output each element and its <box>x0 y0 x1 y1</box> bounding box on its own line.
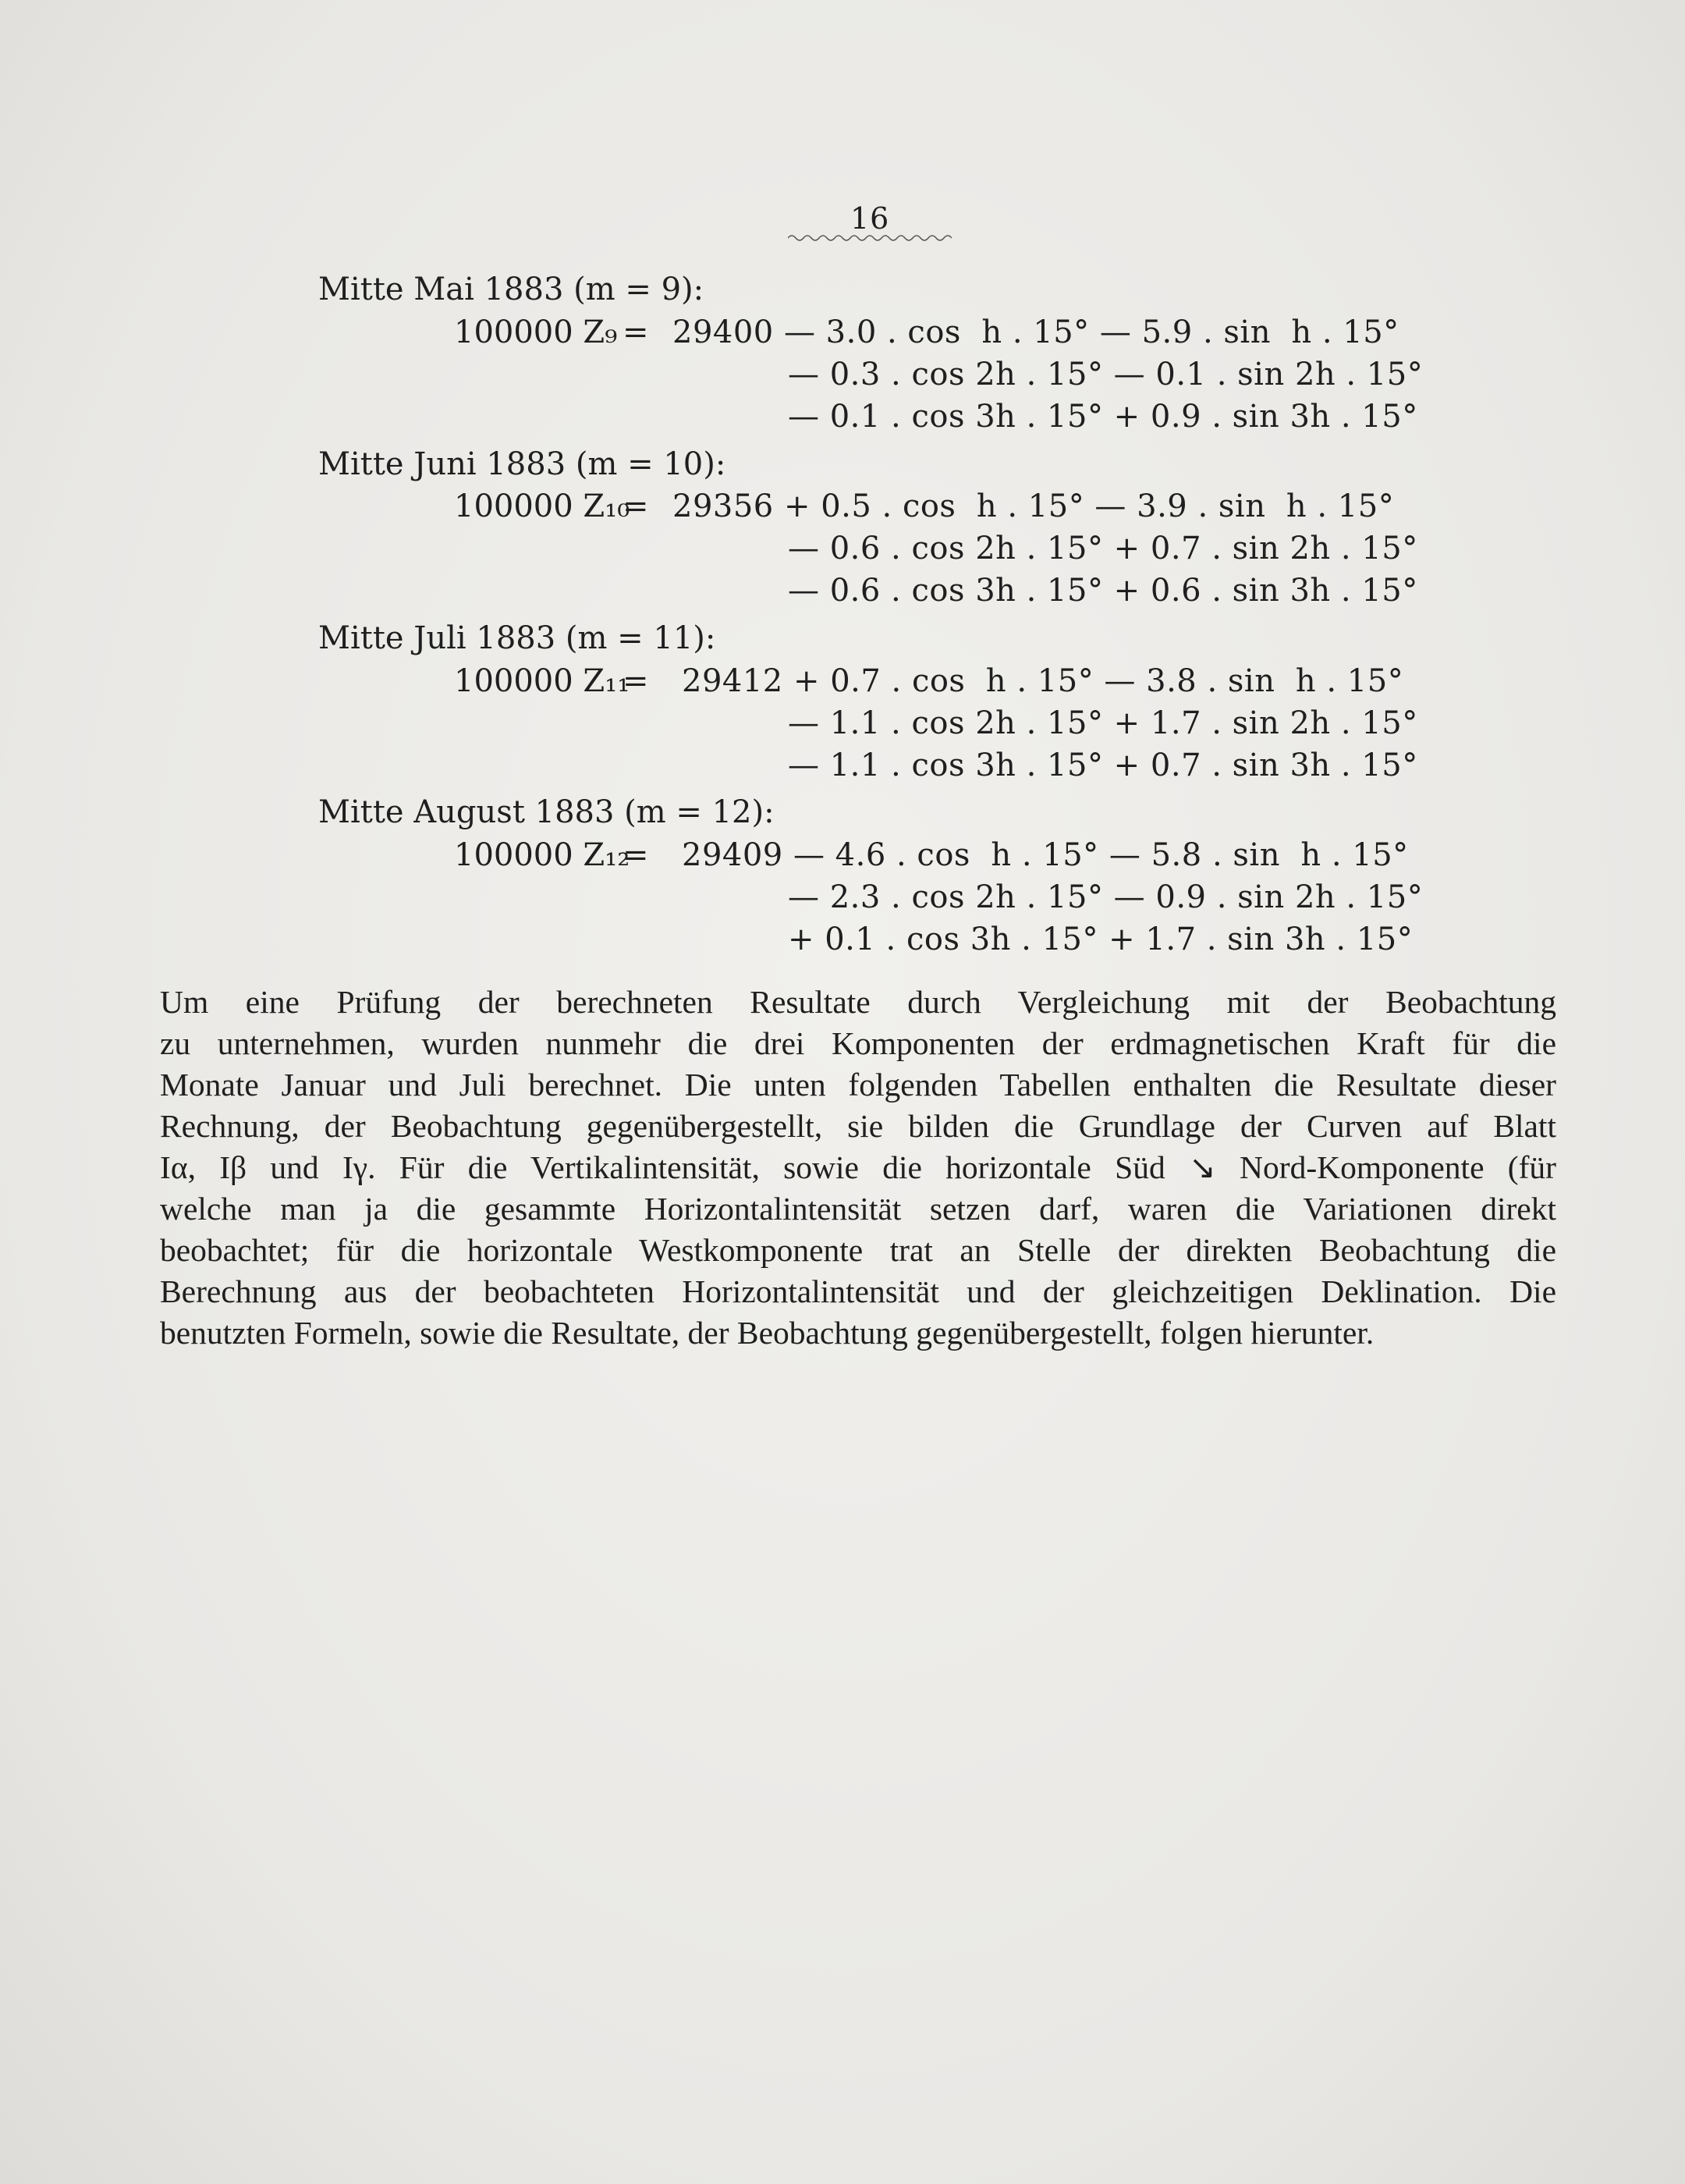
paragraph-line: Berechnung aus der beobachteten Horizontalintensität und der gleichzeitigen Deklination. Die <box>160 1273 1556 1309</box>
paragraph-line: Um eine Prüfung der berechneten Resultate durch Vergleichung mit der Beobachtung <box>160 984 1556 1020</box>
body-paragraph <box>160 982 1556 1354</box>
equals-sign: = <box>623 837 649 873</box>
equation-lhs-juli: 100000 Z₁₁ <box>454 663 630 699</box>
equation-line: — 0.6 . cos 2h . 15° + 0.7 . sin 2h . 15° <box>788 531 1418 566</box>
paragraph-line: Rechnung, der Beobachtung gegenübergestellt, sie bilden die Grundlage der Curven auf Blatt <box>160 1108 1556 1144</box>
equals-sign: = <box>623 488 649 524</box>
equation-line: — 0.3 . cos 2h . 15° — 0.1 . sin 2h . 15° <box>788 357 1424 392</box>
equals-sign: = <box>623 314 649 350</box>
page-number: 16 <box>850 201 890 236</box>
paragraph-line: Monate Januar und Juli berechnet. Die unten folgenden Tabellen enthalten die Resultate dieser <box>160 1067 1556 1103</box>
paragraph-line: benutzten Formeln, sowie die Resultate, der Beobachtung gegenübergestellt, folgen hierunter. <box>160 1315 1375 1351</box>
equation-lhs-august: 100000 Z₁₂ <box>454 837 630 873</box>
ornamental-rule <box>788 233 952 243</box>
block-title-mai: Mitte Mai 1883 (m = 9): <box>318 272 704 307</box>
equation-line: — 1.1 . cos 3h . 15° + 0.7 . sin 3h . 15° <box>788 748 1418 783</box>
equation-line: 29400 — 3.0 . cos h . 15° — 5.9 . sin h . 15° <box>672 314 1399 350</box>
equation-lhs-mai: 100000 Z₉ <box>454 314 618 350</box>
equation-line: — 0.1 . cos 3h . 15° + 0.9 . sin 3h . 15° <box>788 399 1418 435</box>
equation-line: — 1.1 . cos 2h . 15° + 1.7 . sin 2h . 15° <box>788 705 1418 741</box>
equation-lhs-juni: 100000 Z₁₀ <box>454 488 630 524</box>
block-title-august: Mitte August 1883 (m = 12): <box>318 794 775 830</box>
equation-line: + 0.1 . cos 3h . 15° + 1.7 . sin 3h . 15° <box>788 922 1414 957</box>
equals-sign: = <box>623 663 649 699</box>
equation-line: 29409 — 4.6 . cos h . 15° — 5.8 . sin h . 15° <box>682 837 1409 873</box>
paragraph-line: Iα, Iβ und Iγ. Für die Vertikalintensität, sowie die horizontale Süd ↘ Nord-Komponente (für <box>160 1149 1556 1185</box>
block-title-juni: Mitte Juni 1883 (m = 10): <box>318 446 726 482</box>
equation-line: 29356 + 0.5 . cos h . 15° — 3.9 . sin h . 15° <box>672 488 1395 524</box>
block-title-juli: Mitte Juli 1883 (m = 11): <box>318 620 716 656</box>
paragraph-line: beobachtet; für die horizontale Westkomponente trat an Stelle der direkten Beobachtung die <box>160 1232 1556 1268</box>
paragraph-line: zu unternehmen, wurden nunmehr die drei Komponenten der erdmagnetischen Kraft für die <box>160 1025 1556 1061</box>
paragraph-line: welche man ja die gesammte Horizontalintensität setzen darf, waren die Variationen direkt <box>160 1191 1556 1227</box>
equation-line: — 2.3 . cos 2h . 15° — 0.9 . sin 2h . 15° <box>788 879 1424 915</box>
equation-line: — 0.6 . cos 3h . 15° + 0.6 . sin 3h . 15° <box>788 573 1418 609</box>
equation-line: 29412 + 0.7 . cos h . 15° — 3.8 . sin h . 15° <box>682 663 1404 699</box>
